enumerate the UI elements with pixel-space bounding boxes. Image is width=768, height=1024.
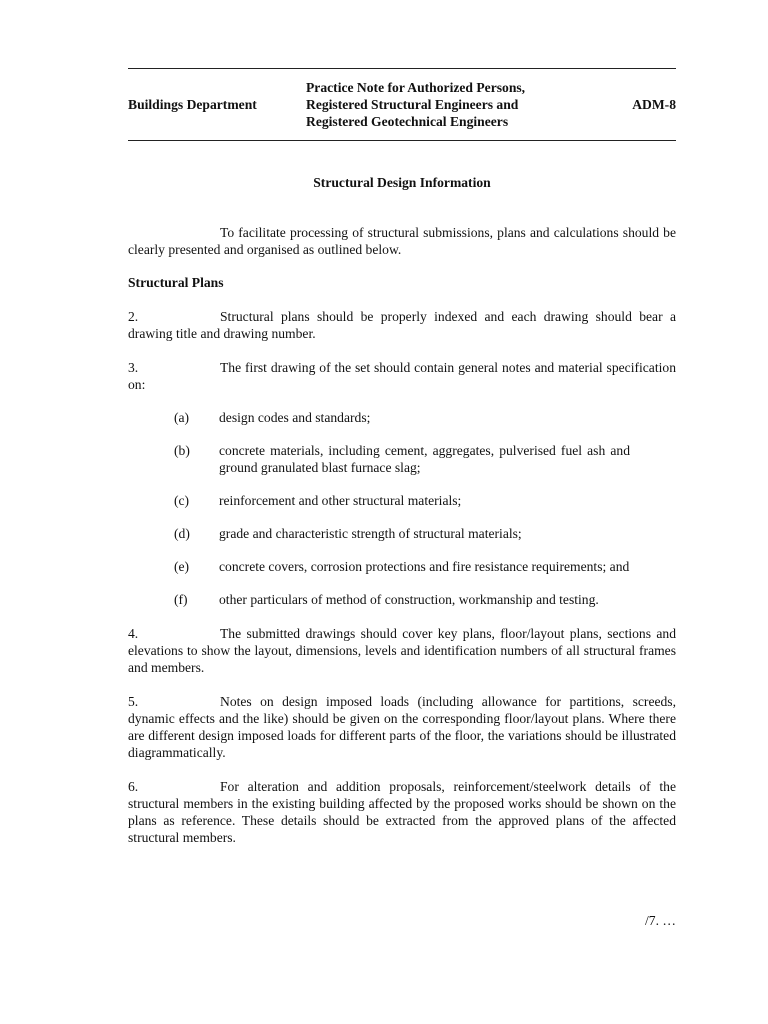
paragraph-number: 5. (128, 694, 139, 709)
list-item (128, 409, 676, 426)
intro-paragraph: To facilitate processing of structural submissions, plans and calculations should be clearly presented and organised as outlined below. (128, 225, 676, 257)
list-item-label: (c) (174, 493, 190, 508)
document-code: ADM-8 (632, 97, 676, 112)
continuation-marker: /7. … (645, 913, 676, 928)
practice-note-title-line: Registered Structural Engineers and (306, 97, 519, 112)
paragraph (128, 693, 676, 761)
list-item-label: (e) (174, 559, 190, 574)
list-item-label: (d) (174, 526, 190, 541)
paragraph-text: The submitted drawings should cover key plans, floor/layout plans, sections and elevations to show the layout, dimensions, levels and identification numbers of all structural frames and members. (128, 626, 676, 675)
list-item-text: concrete materials, including cement, aggregates, pulverised fuel ash and ground granulated blast furnace slag; (219, 443, 630, 475)
paragraph-text: Notes on design imposed loads (including allowance for partitions, screeds, dynamic effects and the like) should be given on the corresponding floor/layout plans. Where there are different design imposed loads for different parts of the floor, the variations should be illustrated diagrammatically. (128, 694, 676, 760)
document-title: Structural Design Information (313, 175, 491, 190)
paragraph (128, 308, 676, 342)
practice-note-title-line: Registered Geotechnical Engineers (306, 114, 509, 129)
list-item (128, 525, 676, 542)
list-item-text: other particulars of method of construction, workmanship and testing. (219, 592, 599, 607)
paragraph-text: The first drawing of the set should contain general notes and material specification on: (128, 360, 676, 392)
list-item-text: grade and characteristic strength of structural materials; (219, 526, 522, 541)
paragraph (128, 625, 676, 676)
practice-note-title (306, 79, 616, 130)
paragraph-number: 4. (128, 626, 139, 641)
practice-note-title-line: Practice Note for Authorized Persons, (306, 80, 526, 95)
department-name: Buildings Department (128, 97, 257, 112)
list-item (128, 492, 676, 509)
list-item-label: (b) (174, 443, 190, 458)
paragraph-number: 6. (128, 779, 139, 794)
list-item-label: (f) (174, 592, 188, 607)
specification-list (128, 409, 676, 608)
paragraph (128, 778, 676, 846)
document-header (128, 69, 676, 140)
paragraph-number: 2. (128, 309, 139, 324)
paragraph-text: For alteration and addition proposals, reinforcement/steelwork details of the structural members in the existing building affected by the proposed works should be shown on the plans as reference. These details should be extracted from the approved plans of the affected structural members. (128, 779, 676, 845)
section-heading: Structural Plans (128, 275, 224, 290)
list-item (128, 558, 676, 575)
list-item-text: concrete covers, corrosion protections and fire resistance requirements; and (219, 559, 630, 574)
list-item-text: reinforcement and other structural materials; (219, 493, 462, 508)
list-item-label: (a) (174, 410, 190, 425)
list-item-text: design codes and standards; (219, 410, 371, 425)
list-item (128, 591, 676, 608)
paragraph (128, 359, 676, 393)
list-item (128, 442, 676, 476)
paragraph-text: Structural plans should be properly indexed and each drawing should bear a drawing title and drawing number. (128, 309, 676, 341)
document-page (128, 68, 676, 846)
paragraph-number: 3. (128, 360, 139, 375)
header-bottom-rule (128, 140, 676, 141)
